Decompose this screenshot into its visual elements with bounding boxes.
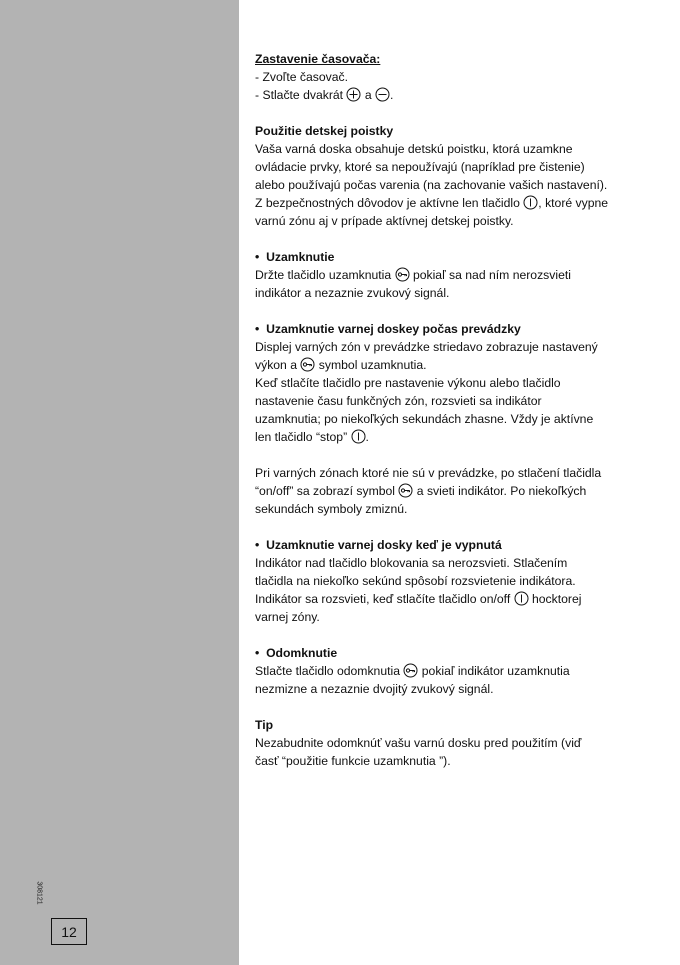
text-span: Z bezpečnostných dôvodov je aktívne len tlačidlo bbox=[255, 196, 520, 210]
locking-off-line: Indikátor nad tlačidlo blokovania sa nerozsvieti. Stlačením bbox=[255, 556, 568, 570]
locking-operation-line bbox=[255, 428, 655, 446]
page-number-text: 12 bbox=[61, 923, 77, 940]
text-span: Uzamknutie varnej dosky keď je vypnutá bbox=[266, 538, 502, 552]
locking-operation-line bbox=[255, 482, 655, 500]
child-lock-line: alebo používajú počas varenia (na zachovanie vašich nastavení). bbox=[255, 178, 608, 192]
text-span: pokiaľ indikátor uzamknutia bbox=[421, 664, 570, 678]
bullet: • bbox=[255, 250, 260, 264]
text-span: a bbox=[364, 88, 372, 102]
text-span: , ktoré vypne bbox=[538, 196, 609, 210]
locking-operation-line: sekundách symboly zmiznú. bbox=[255, 502, 408, 516]
power-icon bbox=[351, 429, 366, 444]
text-span: “on/off” sa zobrazí symbol bbox=[255, 484, 395, 498]
locking-line bbox=[255, 266, 655, 284]
tip-line: Nezabudnite odomknúť vašu varnú dosku pred použitím (viď bbox=[255, 736, 582, 750]
bullet: • bbox=[255, 322, 260, 336]
document-code-text: 308121 bbox=[35, 881, 43, 905]
text-span: výkon a bbox=[255, 358, 298, 372]
power-icon bbox=[523, 195, 538, 210]
locking-line: indikátor a nezaznie zvukový signál. bbox=[255, 286, 450, 300]
text-span: a svieti indikátor. Po niekoľkých bbox=[416, 484, 587, 498]
child-lock-heading: Použitie detskej poistky bbox=[255, 124, 394, 138]
text-span: symbol uzamknutia. bbox=[318, 358, 427, 372]
left-sidebar bbox=[0, 0, 239, 965]
text-span: Uzamknutie varnej doskey počas prevádzky bbox=[266, 322, 521, 336]
child-lock-line: ovládacie prvky, ktoré sa nepoužívajú (napríklad pre čistenie) bbox=[255, 160, 585, 174]
timer-stop-heading: Zastavenie časovača: bbox=[255, 52, 381, 66]
locking-operation-line: nastavenie času funkčných zón, rozsvieti sa indikátor bbox=[255, 394, 542, 408]
key-icon bbox=[300, 357, 315, 372]
text-span: Indikátor sa rozsvieti, keď stlačíte tlačidlo on/off bbox=[255, 592, 511, 606]
text-span: Uzamknutie bbox=[266, 250, 335, 264]
unlocking-line: nezmizne a nezaznie dvojitý zvukový signál. bbox=[255, 682, 494, 696]
text-span: . bbox=[365, 430, 369, 444]
page-number bbox=[51, 918, 87, 945]
text-span: pokiaľ sa nad ním nerozsvieti bbox=[412, 268, 571, 282]
key-icon bbox=[403, 663, 418, 678]
locking-heading bbox=[255, 248, 655, 266]
timer-stop-line-1: - Zvoľte časovač. bbox=[255, 70, 348, 84]
locking-operation-line: uzamknutia; po niekoľkých sekundách zhasne. Vždy je aktívne bbox=[255, 412, 594, 426]
text-span: - Stlačte dvakrát bbox=[255, 88, 344, 102]
locking-operation-heading bbox=[255, 320, 655, 338]
locking-operation-line: Pri varných zónach ktoré nie sú v prevádzke, po stlačení tlačidla bbox=[255, 466, 602, 480]
tip-heading: Tip bbox=[255, 718, 274, 732]
document-code bbox=[31, 880, 47, 906]
timer-stop-line-2 bbox=[255, 86, 655, 104]
child-lock-line bbox=[255, 194, 655, 212]
page-content bbox=[255, 50, 655, 770]
minus-circle-icon bbox=[375, 87, 390, 102]
text-span: Držte tlačidlo uzamknutia bbox=[255, 268, 392, 282]
locking-off-line: tlačidla na niekoľko sekúnd spôsobí rozsvietenie indikátora. bbox=[255, 574, 576, 588]
child-lock-line: Vaša varná doska obsahuje detskú poistku, ktorá uzamkne bbox=[255, 142, 573, 156]
plus-circle-icon bbox=[346, 87, 361, 102]
child-lock-line: varnú zónu aj v prípade aktívnej detskej poistky. bbox=[255, 214, 514, 228]
text-span: Stlačte tlačidlo odomknutia bbox=[255, 664, 400, 678]
unlocking-heading bbox=[255, 644, 655, 662]
locking-off-line: varnej zóny. bbox=[255, 610, 320, 624]
power-icon bbox=[514, 591, 529, 606]
text-span: len tlačidlo “stop” bbox=[255, 430, 348, 444]
bullet: • bbox=[255, 538, 260, 552]
tip-line: časť “použitie funkcie uzamknutia ”). bbox=[255, 754, 451, 768]
locking-operation-line: Keď stlačíte tlačidlo pre nastavenie výkonu alebo tlačidlo bbox=[255, 376, 561, 390]
text-span: hocktorej bbox=[531, 592, 582, 606]
key-icon bbox=[395, 267, 410, 282]
bullet: • bbox=[255, 646, 260, 660]
locking-off-heading bbox=[255, 536, 655, 554]
key-icon bbox=[398, 483, 413, 498]
text-span: . bbox=[390, 88, 394, 102]
unlocking-line bbox=[255, 662, 655, 680]
locking-operation-line bbox=[255, 356, 655, 374]
locking-off-line bbox=[255, 590, 655, 608]
locking-operation-line: Displej varných zón v prevádzke striedavo zobrazuje nastavený bbox=[255, 340, 598, 354]
text-span: Odomknutie bbox=[266, 646, 338, 660]
